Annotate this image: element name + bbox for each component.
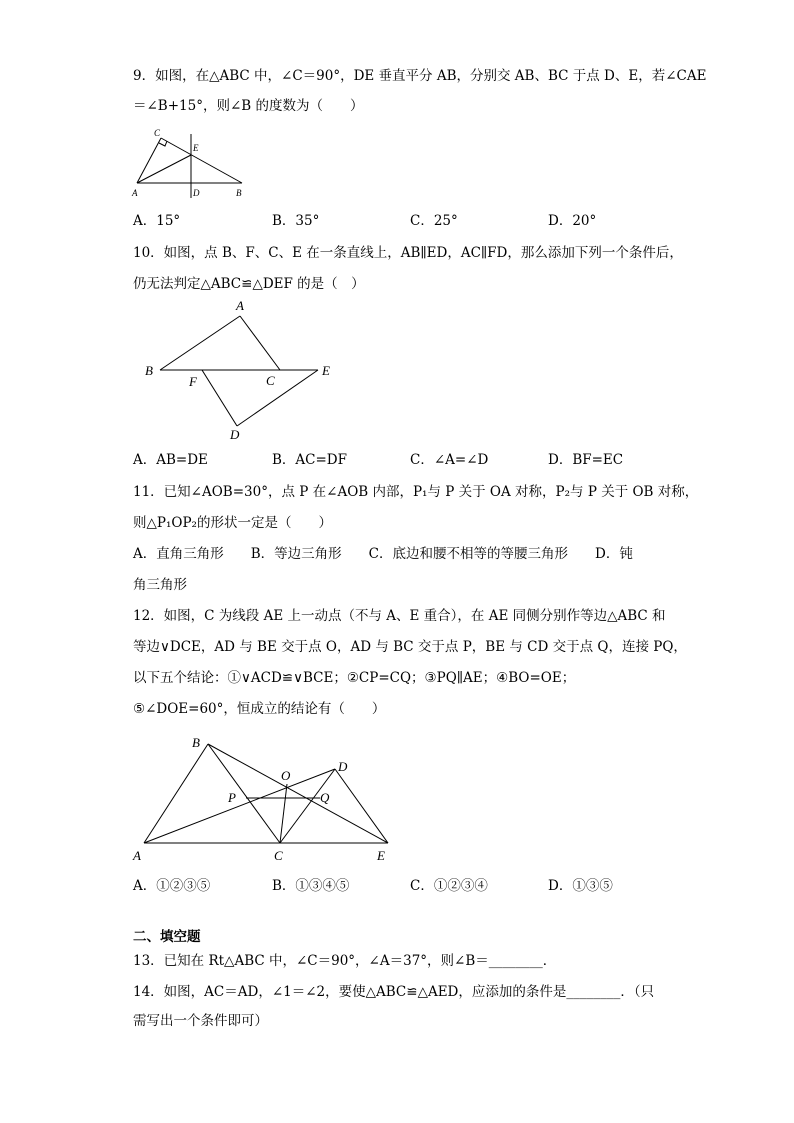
label-d: D bbox=[193, 188, 200, 198]
label-a: A bbox=[132, 188, 138, 198]
segment-ac bbox=[240, 316, 280, 370]
label-c: C bbox=[274, 848, 283, 863]
q10-option-a[interactable]: A．AB=DE bbox=[133, 452, 208, 468]
q14-text-line1: 14．如图，AC＝AD，∠1＝∠2，要使△ABC≌△AED，应添加的条件是________．（只 bbox=[133, 984, 655, 1000]
q12-option-c[interactable]: C．①②③④ bbox=[410, 878, 488, 894]
label-o: O bbox=[281, 768, 291, 783]
q10-options bbox=[133, 450, 693, 470]
q10-option-c[interactable]: C．∠A=∠D bbox=[410, 452, 489, 468]
segment-ba bbox=[160, 316, 240, 370]
q10-text-line2: 仍无法判定△ABC≌△DEF 的是（ ） bbox=[133, 276, 365, 292]
right-angle-mark bbox=[159, 141, 167, 146]
segment-de bbox=[237, 370, 318, 426]
q14-text-line2: 需写出一个条件即可） bbox=[133, 1013, 268, 1029]
label-e: E bbox=[322, 363, 330, 378]
q9-text-line1: 9．如图，在△ABC 中，∠C＝90°，DE 垂直平分 AB，分别交 AB、BC 于点 D、E，若∠CAE bbox=[133, 68, 707, 84]
q9-option-d[interactable]: D．20° bbox=[548, 213, 597, 229]
q12-options bbox=[133, 876, 693, 896]
q12-text-line3: 以下五个结论：①∨ACD≌∨BCE；②CP=CQ；③PQ∥AE；④BO=OE； bbox=[133, 670, 576, 686]
label-a: A bbox=[236, 298, 244, 313]
label-a: A bbox=[133, 848, 141, 863]
q12-option-d[interactable]: D．①③⑤ bbox=[548, 878, 613, 894]
q9-option-a[interactable]: A．15° bbox=[133, 213, 181, 229]
q9-options bbox=[133, 211, 693, 231]
label-d: D bbox=[338, 759, 348, 774]
label-e: E bbox=[377, 848, 385, 863]
q9-option-c[interactable]: C．25° bbox=[410, 213, 458, 229]
segment-bc bbox=[208, 744, 280, 843]
section-heading-fill-blank: 二、填空题 bbox=[133, 929, 201, 945]
q11-text-line2: 则△P₁OP₂的形状一定是（ ） bbox=[133, 515, 332, 531]
q13-text-line1: 13．已知在 Rt△ABC 中，∠C＝90°，∠A＝37°，则∠B＝________． bbox=[133, 953, 557, 969]
q10-option-b[interactable]: B．AC=DF bbox=[272, 452, 348, 468]
segment-ab bbox=[144, 744, 208, 843]
segment-cb bbox=[161, 138, 242, 183]
label-b: B bbox=[236, 188, 242, 198]
label-d: D bbox=[230, 427, 240, 442]
label-c: C bbox=[266, 373, 275, 388]
label-c: C bbox=[154, 128, 161, 138]
segment-de bbox=[335, 769, 388, 843]
q12-text-line4: ⑤∠DOE=60°，恒成立的结论有（ ） bbox=[133, 701, 386, 717]
label-b: B bbox=[192, 735, 200, 750]
q12-text-line2: 等边∨DCE，AD 与 BE 交于点 O，AD 与 BC 交于点 P，BE 与 CD 交于点 Q，连接 PQ， bbox=[133, 639, 687, 655]
label-e: E bbox=[193, 143, 199, 153]
q10-option-d[interactable]: D．BF=EC bbox=[548, 452, 624, 468]
q12-option-b[interactable]: B．①③④⑤ bbox=[272, 878, 350, 894]
q9-text-line2: ＝∠B+15°，则∠B 的度数为（ ） bbox=[133, 98, 364, 114]
q12-text-line1: 12．如图，C 为线段 AE 上一动点（不与 A、E 重合），在 AE 同侧分别作等边△ABC 和 bbox=[133, 608, 666, 624]
label-f: F bbox=[189, 374, 197, 389]
q10-figure bbox=[140, 296, 340, 446]
segment-ad bbox=[144, 769, 335, 843]
segment-fd bbox=[202, 370, 237, 426]
q12-option-a[interactable]: A．①②③⑤ bbox=[133, 878, 211, 894]
q9-figure bbox=[130, 128, 250, 200]
q10-text-line1: 10．如图，点 B、F、C、E 在一条直线上，AB∥ED，AC∥FD，那么添加下列一个条件后， bbox=[133, 245, 683, 261]
segment-co bbox=[280, 784, 287, 843]
q11-options-line2: 角三角形 bbox=[133, 577, 187, 593]
label-p: P bbox=[228, 790, 236, 805]
q11-options-line1[interactable]: A．直角三角形 B．等边三角形 C．底边和腰不相等的等腰三角形 D．钝 bbox=[133, 546, 633, 562]
label-b: B bbox=[145, 363, 153, 378]
segment-ae bbox=[137, 155, 191, 183]
q11-text-line1: 11．已知∠AOB=30°，点 P 在∠AOB 内部，P₁与 P 关于 OA 对称，P₂与 P 关于 OB 对称， bbox=[133, 484, 699, 500]
q12-figure bbox=[130, 730, 400, 870]
label-q: Q bbox=[320, 790, 330, 805]
q9-option-b[interactable]: B．35° bbox=[272, 213, 320, 229]
